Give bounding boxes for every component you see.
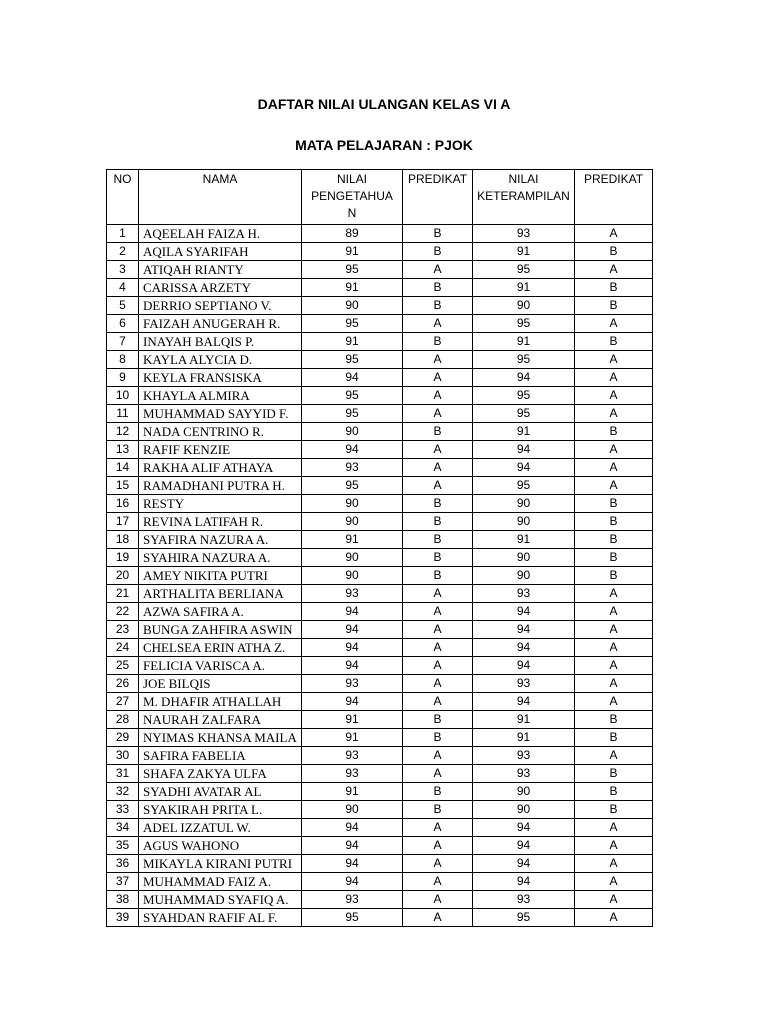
cell-nama: CHELSEA ERIN ATHA Z. <box>139 639 302 657</box>
cell-predikat-keterampilan: B <box>575 531 653 549</box>
cell-nama: NYIMAS KHANSA MAILA <box>139 729 302 747</box>
cell-nilai-pengetahuan: 93 <box>302 585 403 603</box>
table-row <box>107 729 653 747</box>
cell-nilai-pengetahuan: 90 <box>302 297 403 315</box>
cell-nilai-pengetahuan: 95 <box>302 261 403 279</box>
grades-table-body <box>107 225 653 927</box>
cell-nilai-pengetahuan: 93 <box>302 765 403 783</box>
cell-nama: RAKHA ALIF ATHAYA <box>139 459 302 477</box>
cell-predikat-keterampilan: A <box>575 441 653 459</box>
cell-nama: SYAHIRA NAZURA A. <box>139 549 302 567</box>
cell-nama: FAIZAH ANUGERAH R. <box>139 315 302 333</box>
cell-predikat-pengetahuan: A <box>403 261 473 279</box>
cell-no: 16 <box>107 495 139 513</box>
cell-nama: RESTY <box>139 495 302 513</box>
cell-nama: MUHAMMAD SAYYID F. <box>139 405 302 423</box>
cell-nama: RAFIF KENZIE <box>139 441 302 459</box>
cell-predikat-keterampilan: B <box>575 333 653 351</box>
cell-nilai-pengetahuan: 94 <box>302 837 403 855</box>
cell-predikat-keterampilan: A <box>575 459 653 477</box>
cell-nama: MUHAMMAD SYAFIQ A. <box>139 891 302 909</box>
cell-predikat-pengetahuan: A <box>403 819 473 837</box>
cell-nilai-keterampilan: 95 <box>473 477 575 495</box>
cell-predikat-keterampilan: A <box>575 747 653 765</box>
cell-nilai-pengetahuan: 94 <box>302 639 403 657</box>
cell-predikat-keterampilan: B <box>575 765 653 783</box>
header-nilai-keterampilan <box>473 170 575 225</box>
cell-predikat-keterampilan: B <box>575 801 653 819</box>
cell-nama: AQILA SYARIFAH <box>139 243 302 261</box>
table-row <box>107 261 653 279</box>
cell-predikat-pengetahuan: B <box>403 495 473 513</box>
cell-no: 3 <box>107 261 139 279</box>
cell-nilai-keterampilan: 94 <box>473 441 575 459</box>
cell-nilai-keterampilan: 94 <box>473 459 575 477</box>
cell-nilai-keterampilan: 91 <box>473 531 575 549</box>
cell-predikat-keterampilan: A <box>575 657 653 675</box>
cell-nilai-keterampilan: 95 <box>473 261 575 279</box>
cell-predikat-keterampilan: B <box>575 243 653 261</box>
grades-table <box>106 169 653 927</box>
cell-nama: REVINA LATIFAH R. <box>139 513 302 531</box>
cell-nama: FELICIA VARISCA A. <box>139 657 302 675</box>
cell-nilai-keterampilan: 95 <box>473 909 575 927</box>
table-row <box>107 297 653 315</box>
cell-nilai-keterampilan: 91 <box>473 243 575 261</box>
cell-nama: CARISSA ARZETY <box>139 279 302 297</box>
table-row <box>107 567 653 585</box>
cell-nilai-pengetahuan: 90 <box>302 495 403 513</box>
cell-nama: KEYLA FRANSISKA <box>139 369 302 387</box>
cell-nilai-keterampilan: 94 <box>473 693 575 711</box>
table-row <box>107 351 653 369</box>
cell-predikat-keterampilan: A <box>575 693 653 711</box>
table-row <box>107 585 653 603</box>
cell-predikat-pengetahuan: A <box>403 477 473 495</box>
cell-nilai-keterampilan: 93 <box>473 675 575 693</box>
cell-predikat-keterampilan: A <box>575 639 653 657</box>
cell-nilai-pengetahuan: 91 <box>302 711 403 729</box>
cell-no: 10 <box>107 387 139 405</box>
table-header-row <box>107 170 653 225</box>
cell-no: 5 <box>107 297 139 315</box>
cell-nilai-pengetahuan: 95 <box>302 387 403 405</box>
cell-predikat-keterampilan: B <box>575 279 653 297</box>
cell-predikat-keterampilan: A <box>575 351 653 369</box>
cell-nilai-keterampilan: 94 <box>473 621 575 639</box>
table-row <box>107 441 653 459</box>
cell-predikat-pengetahuan: A <box>403 621 473 639</box>
cell-predikat-pengetahuan: B <box>403 711 473 729</box>
cell-predikat-keterampilan: A <box>575 837 653 855</box>
cell-nilai-pengetahuan: 93 <box>302 891 403 909</box>
cell-nilai-pengetahuan: 94 <box>302 693 403 711</box>
cell-predikat-keterampilan: A <box>575 387 653 405</box>
cell-predikat-keterampilan: B <box>575 513 653 531</box>
cell-no: 13 <box>107 441 139 459</box>
cell-no: 28 <box>107 711 139 729</box>
cell-predikat-keterampilan: B <box>575 729 653 747</box>
table-row <box>107 279 653 297</box>
cell-no: 34 <box>107 819 139 837</box>
cell-nama: MUHAMMAD FAIZ A. <box>139 873 302 891</box>
cell-nama: SYADHI AVATAR AL <box>139 783 302 801</box>
cell-predikat-pengetahuan: A <box>403 585 473 603</box>
table-row <box>107 243 653 261</box>
table-row <box>107 405 653 423</box>
cell-no: 38 <box>107 891 139 909</box>
cell-nilai-keterampilan: 95 <box>473 405 575 423</box>
cell-nilai-pengetahuan: 95 <box>302 351 403 369</box>
header-nilai-keterampilan-line2: KETERAMPILAN <box>477 189 570 203</box>
table-row <box>107 873 653 891</box>
cell-no: 31 <box>107 765 139 783</box>
cell-no: 19 <box>107 549 139 567</box>
table-row <box>107 801 653 819</box>
cell-predikat-keterampilan: A <box>575 369 653 387</box>
cell-nilai-keterampilan: 90 <box>473 801 575 819</box>
table-row <box>107 891 653 909</box>
cell-no: 14 <box>107 459 139 477</box>
cell-nilai-pengetahuan: 91 <box>302 729 403 747</box>
cell-nilai-pengetahuan: 93 <box>302 459 403 477</box>
cell-nama: AMEY NIKITA PUTRI <box>139 567 302 585</box>
cell-nilai-pengetahuan: 94 <box>302 855 403 873</box>
cell-predikat-keterampilan: A <box>575 855 653 873</box>
cell-nilai-keterampilan: 93 <box>473 747 575 765</box>
cell-nilai-pengetahuan: 90 <box>302 567 403 585</box>
cell-no: 29 <box>107 729 139 747</box>
cell-no: 32 <box>107 783 139 801</box>
cell-nilai-keterampilan: 93 <box>473 891 575 909</box>
cell-nama: AGUS WAHONO <box>139 837 302 855</box>
table-row <box>107 765 653 783</box>
cell-predikat-keterampilan: B <box>575 783 653 801</box>
cell-nilai-pengetahuan: 91 <box>302 531 403 549</box>
cell-nilai-pengetahuan: 90 <box>302 549 403 567</box>
cell-nama: AQEELAH FAIZA H. <box>139 225 302 243</box>
cell-nilai-keterampilan: 90 <box>473 567 575 585</box>
cell-no: 22 <box>107 603 139 621</box>
cell-no: 26 <box>107 675 139 693</box>
cell-nilai-keterampilan: 90 <box>473 297 575 315</box>
cell-nilai-pengetahuan: 94 <box>302 873 403 891</box>
cell-nilai-pengetahuan: 93 <box>302 675 403 693</box>
cell-no: 6 <box>107 315 139 333</box>
cell-nilai-pengetahuan: 91 <box>302 243 403 261</box>
cell-predikat-pengetahuan: A <box>403 747 473 765</box>
cell-predikat-pengetahuan: B <box>403 549 473 567</box>
cell-no: 39 <box>107 909 139 927</box>
cell-no: 33 <box>107 801 139 819</box>
cell-no: 37 <box>107 873 139 891</box>
cell-nama: RAMADHANI PUTRA H. <box>139 477 302 495</box>
cell-predikat-pengetahuan: A <box>403 441 473 459</box>
cell-predikat-keterampilan: A <box>575 621 653 639</box>
cell-predikat-keterampilan: A <box>575 477 653 495</box>
cell-nama: MIKAYLA KIRANI PUTRI <box>139 855 302 873</box>
cell-no: 2 <box>107 243 139 261</box>
cell-nilai-pengetahuan: 95 <box>302 405 403 423</box>
cell-predikat-keterampilan: B <box>575 297 653 315</box>
cell-nilai-pengetahuan: 90 <box>302 423 403 441</box>
table-row <box>107 477 653 495</box>
cell-nilai-keterampilan: 91 <box>473 333 575 351</box>
header-nilai-pengetahuan-line2: PENGETAHUA <box>311 189 393 203</box>
cell-predikat-pengetahuan: A <box>403 369 473 387</box>
cell-predikat-pengetahuan: A <box>403 405 473 423</box>
cell-nama: M. DHAFIR ATHALLAH <box>139 693 302 711</box>
cell-nilai-pengetahuan: 90 <box>302 801 403 819</box>
cell-predikat-pengetahuan: A <box>403 765 473 783</box>
cell-predikat-pengetahuan: A <box>403 909 473 927</box>
header-nilai-pengetahuan-line3: N <box>347 206 357 220</box>
table-row <box>107 639 653 657</box>
cell-predikat-keterampilan: A <box>575 873 653 891</box>
cell-predikat-keterampilan: B <box>575 567 653 585</box>
cell-nama: ADEL IZZATUL W. <box>139 819 302 837</box>
cell-predikat-keterampilan: A <box>575 261 653 279</box>
cell-predikat-pengetahuan: A <box>403 693 473 711</box>
table-row <box>107 621 653 639</box>
cell-predikat-pengetahuan: A <box>403 603 473 621</box>
table-row <box>107 459 653 477</box>
table-row <box>107 855 653 873</box>
cell-nilai-keterampilan: 94 <box>473 657 575 675</box>
cell-nilai-pengetahuan: 90 <box>302 513 403 531</box>
cell-nilai-keterampilan: 93 <box>473 765 575 783</box>
cell-predikat-keterampilan: A <box>575 315 653 333</box>
cell-nilai-keterampilan: 91 <box>473 279 575 297</box>
cell-no: 20 <box>107 567 139 585</box>
table-row <box>107 747 653 765</box>
cell-nama: BUNGA ZAHFIRA ASWIN <box>139 621 302 639</box>
cell-nama: SYAKIRAH PRITA L. <box>139 801 302 819</box>
cell-predikat-keterampilan: A <box>575 891 653 909</box>
cell-nama: JOE BILQIS <box>139 675 302 693</box>
table-row <box>107 423 653 441</box>
cell-nama: NADA CENTRINO R. <box>139 423 302 441</box>
cell-predikat-keterampilan: B <box>575 711 653 729</box>
cell-nilai-keterampilan: 93 <box>473 225 575 243</box>
cell-predikat-keterampilan: A <box>575 819 653 837</box>
cell-nama: INAYAH BALQIS P. <box>139 333 302 351</box>
cell-nama: NAURAH ZALFARA <box>139 711 302 729</box>
cell-predikat-pengetahuan: A <box>403 639 473 657</box>
cell-predikat-pengetahuan: B <box>403 423 473 441</box>
cell-predikat-pengetahuan: A <box>403 873 473 891</box>
cell-no: 11 <box>107 405 139 423</box>
cell-predikat-keterampilan: B <box>575 423 653 441</box>
table-row <box>107 693 653 711</box>
header-nilai-keterampilan-line1: NILAI <box>508 172 539 186</box>
cell-predikat-keterampilan: A <box>575 675 653 693</box>
cell-nama: KAYLA ALYCIA D. <box>139 351 302 369</box>
cell-predikat-keterampilan: A <box>575 405 653 423</box>
table-row <box>107 783 653 801</box>
cell-nilai-keterampilan: 95 <box>473 315 575 333</box>
table-row <box>107 531 653 549</box>
cell-predikat-pengetahuan: A <box>403 837 473 855</box>
cell-nilai-keterampilan: 94 <box>473 837 575 855</box>
cell-no: 35 <box>107 837 139 855</box>
header-predikat-1: PREDIKAT <box>403 170 473 225</box>
cell-nilai-keterampilan: 90 <box>473 513 575 531</box>
page-title: DAFTAR NILAI ULANGAN KELAS VI A <box>257 96 511 112</box>
table-row <box>107 603 653 621</box>
cell-nilai-pengetahuan: 91 <box>302 333 403 351</box>
cell-no: 27 <box>107 693 139 711</box>
cell-nilai-pengetahuan: 95 <box>302 315 403 333</box>
cell-predikat-pengetahuan: A <box>403 351 473 369</box>
cell-predikat-pengetahuan: A <box>403 315 473 333</box>
cell-no: 15 <box>107 477 139 495</box>
cell-predikat-pengetahuan: B <box>403 243 473 261</box>
cell-nama: SAFIRA FABELIA <box>139 747 302 765</box>
cell-nilai-keterampilan: 94 <box>473 819 575 837</box>
cell-no: 1 <box>107 225 139 243</box>
cell-predikat-pengetahuan: A <box>403 387 473 405</box>
cell-no: 8 <box>107 351 139 369</box>
cell-predikat-pengetahuan: B <box>403 513 473 531</box>
cell-no: 18 <box>107 531 139 549</box>
cell-no: 12 <box>107 423 139 441</box>
cell-nama: ARTHALITA BERLIANA <box>139 585 302 603</box>
cell-nilai-pengetahuan: 94 <box>302 603 403 621</box>
table-row <box>107 819 653 837</box>
table-row <box>107 675 653 693</box>
header-nilai-pengetahuan <box>302 170 403 225</box>
cell-nama: SYAFIRA NAZURA A. <box>139 531 302 549</box>
table-row <box>107 657 653 675</box>
table-row <box>107 513 653 531</box>
table-row <box>107 333 653 351</box>
cell-nama: KHAYLA ALMIRA <box>139 387 302 405</box>
cell-nilai-keterampilan: 94 <box>473 369 575 387</box>
header-nama: NAMA <box>139 170 302 225</box>
cell-nilai-pengetahuan: 94 <box>302 657 403 675</box>
cell-no: 24 <box>107 639 139 657</box>
cell-no: 25 <box>107 657 139 675</box>
cell-nilai-keterampilan: 94 <box>473 639 575 657</box>
cell-no: 36 <box>107 855 139 873</box>
cell-no: 9 <box>107 369 139 387</box>
table-row <box>107 315 653 333</box>
cell-no: 7 <box>107 333 139 351</box>
cell-predikat-pengetahuan: B <box>403 333 473 351</box>
cell-nilai-keterampilan: 94 <box>473 855 575 873</box>
cell-nilai-pengetahuan: 94 <box>302 441 403 459</box>
table-row <box>107 711 653 729</box>
table-row <box>107 909 653 927</box>
cell-predikat-pengetahuan: B <box>403 729 473 747</box>
cell-predikat-keterampilan: A <box>575 603 653 621</box>
cell-nilai-keterampilan: 95 <box>473 351 575 369</box>
cell-predikat-keterampilan: B <box>575 495 653 513</box>
cell-nilai-keterampilan: 93 <box>473 585 575 603</box>
cell-nama: SHAFA ZAKYA ULFA <box>139 765 302 783</box>
cell-nilai-pengetahuan: 95 <box>302 477 403 495</box>
cell-predikat-pengetahuan: B <box>403 567 473 585</box>
cell-predikat-pengetahuan: A <box>403 459 473 477</box>
header-predikat-2: PREDIKAT <box>575 170 653 225</box>
cell-nilai-keterampilan: 91 <box>473 711 575 729</box>
cell-predikat-pengetahuan: B <box>403 225 473 243</box>
cell-nilai-keterampilan: 91 <box>473 423 575 441</box>
header-nilai-pengetahuan-line1: NILAI <box>336 172 367 186</box>
cell-nama: AZWA SAFIRA A. <box>139 603 302 621</box>
table-row <box>107 549 653 567</box>
cell-nama: SYAHDAN RAFIF AL F. <box>139 909 302 927</box>
cell-nilai-keterampilan: 90 <box>473 549 575 567</box>
table-row <box>107 225 653 243</box>
cell-no: 17 <box>107 513 139 531</box>
cell-nilai-pengetahuan: 94 <box>302 369 403 387</box>
cell-predikat-pengetahuan: A <box>403 891 473 909</box>
cell-nilai-pengetahuan: 94 <box>302 621 403 639</box>
cell-nilai-pengetahuan: 91 <box>302 279 403 297</box>
cell-predikat-pengetahuan: B <box>403 279 473 297</box>
cell-no: 21 <box>107 585 139 603</box>
cell-nilai-pengetahuan: 93 <box>302 747 403 765</box>
cell-nilai-pengetahuan: 91 <box>302 783 403 801</box>
cell-nilai-keterampilan: 95 <box>473 387 575 405</box>
cell-predikat-pengetahuan: B <box>403 531 473 549</box>
cell-nilai-pengetahuan: 95 <box>302 909 403 927</box>
cell-no: 23 <box>107 621 139 639</box>
cell-nama: ATIQAH RIANTY <box>139 261 302 279</box>
cell-nama: DERRIO SEPTIANO V. <box>139 297 302 315</box>
cell-predikat-keterampilan: A <box>575 585 653 603</box>
cell-nilai-keterampilan: 94 <box>473 603 575 621</box>
cell-nilai-keterampilan: 90 <box>473 783 575 801</box>
cell-predikat-pengetahuan: A <box>403 855 473 873</box>
cell-predikat-keterampilan: A <box>575 909 653 927</box>
page-subtitle: MATA PELAJARAN : PJOK <box>295 137 473 153</box>
table-row <box>107 495 653 513</box>
cell-nilai-keterampilan: 94 <box>473 873 575 891</box>
header-no: NO <box>107 170 139 225</box>
table-row <box>107 387 653 405</box>
cell-predikat-pengetahuan: B <box>403 801 473 819</box>
cell-predikat-keterampilan: A <box>575 225 653 243</box>
cell-predikat-keterampilan: B <box>575 549 653 567</box>
table-row <box>107 837 653 855</box>
table-row <box>107 369 653 387</box>
cell-nilai-pengetahuan: 89 <box>302 225 403 243</box>
cell-nilai-keterampilan: 91 <box>473 729 575 747</box>
cell-predikat-pengetahuan: A <box>403 657 473 675</box>
cell-nilai-pengetahuan: 94 <box>302 819 403 837</box>
cell-nilai-keterampilan: 90 <box>473 495 575 513</box>
cell-predikat-pengetahuan: A <box>403 675 473 693</box>
cell-predikat-pengetahuan: B <box>403 297 473 315</box>
cell-no: 30 <box>107 747 139 765</box>
cell-predikat-pengetahuan: B <box>403 783 473 801</box>
cell-no: 4 <box>107 279 139 297</box>
